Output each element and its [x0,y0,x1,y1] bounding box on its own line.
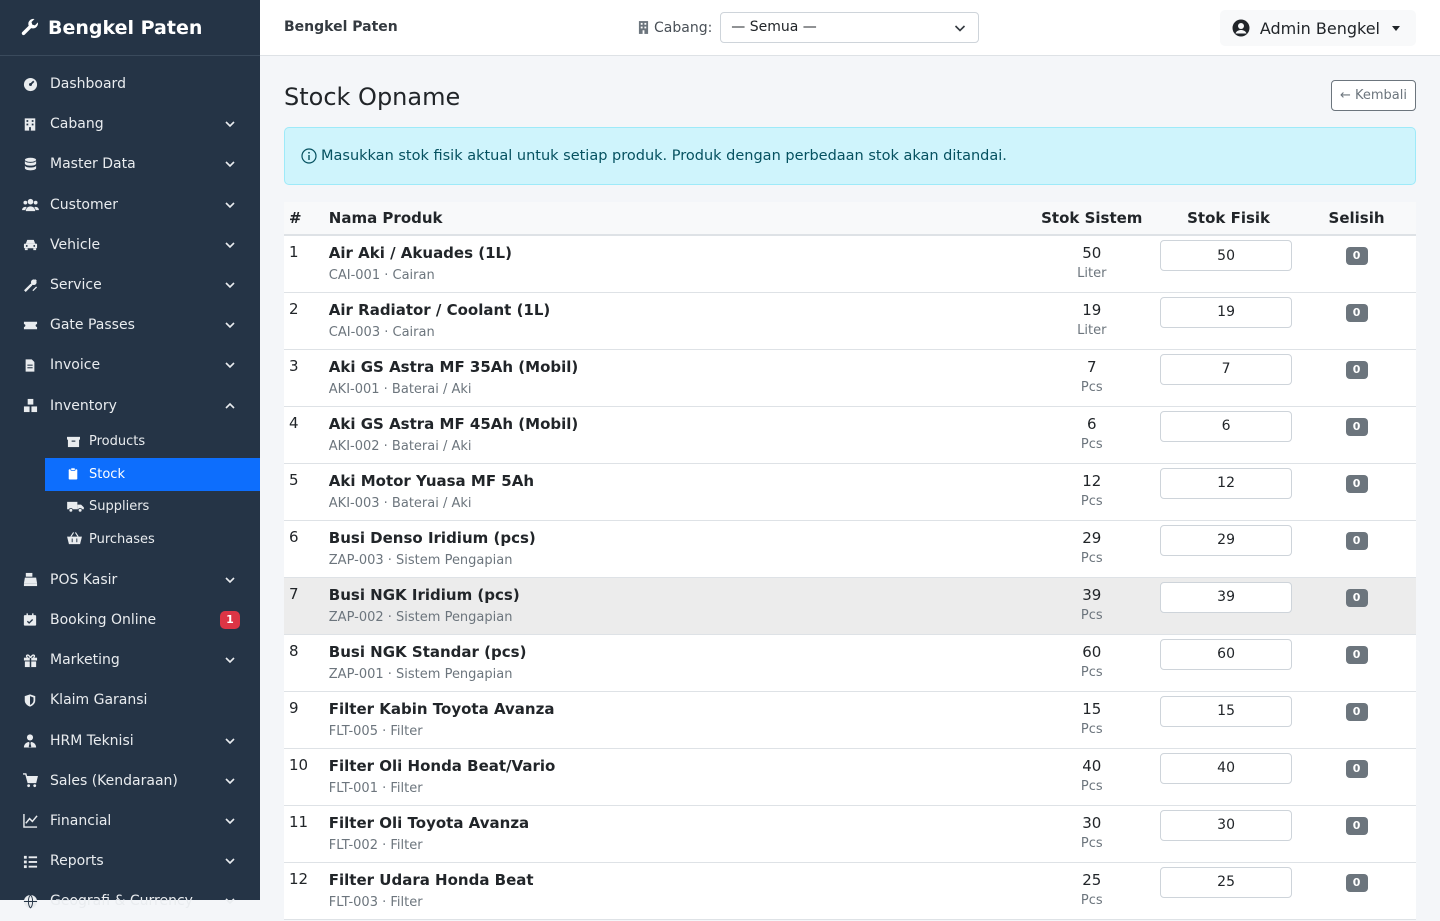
system-stock-unit: Liter [1077,266,1107,281]
system-stock-value: 50 [1082,244,1102,262]
chevron-up-icon [224,400,236,412]
product-name: Filter Udara Honda Beat [328,870,534,889]
difference-badge: 0 [1346,247,1368,265]
physical-stock-input[interactable] [1160,411,1292,442]
system-stock-unit: Pcs [1080,550,1103,566]
branch-label-text: Cabang: [654,19,713,36]
sidebar-subitem-label: Products [89,434,146,450]
sidebar-item-label: Vehicle [50,236,101,253]
col-header-stok-sistem: Stok Sistem [1023,202,1160,235]
product-name: Busi NGK Standar (pcs) [328,642,527,661]
system-stock-cell [1023,520,1160,577]
sidebar-item-vehicle[interactable] [0,225,260,265]
sidebar [0,0,260,910]
product-cell [324,235,1024,292]
product-name: Filter Kabin Toyota Avanza [328,699,555,718]
difference-cell [1297,349,1416,406]
product-cell [324,406,1024,463]
globe-icon [22,893,38,909]
system-stock-cell [1023,691,1160,748]
product-sku-category: ZAP-002 · Sistem Pengapian [328,609,513,625]
product-name: Aki Motor Yuasa MF 5Ah [328,471,535,490]
product-cell [324,748,1024,805]
table-header-row [284,202,1416,235]
alert-text: Masukkan stok fisik aktual untuk setiap produk. Produk dengan perbedaan stok akan ditandai. [321,148,1007,164]
difference-badge: 0 [1346,475,1368,493]
brand-name: Bengkel Paten [48,16,203,39]
info-alert [284,127,1416,185]
physical-stock-cell [1160,634,1297,691]
sidebar-subitem-label: Purchases [89,531,155,547]
product-sku-category: ZAP-003 · Sistem Pengapian [328,552,513,568]
sidebar-subitem-stock[interactable] [45,458,260,491]
sidebar-item-hrm-teknisi[interactable] [0,720,260,760]
row-number: 7 [289,584,299,603]
physical-stock-input[interactable] [1160,639,1292,670]
calendar-check-icon [22,612,38,628]
difference-badge: 0 [1346,532,1368,550]
sidebar-item-booking-online[interactable] [0,600,260,640]
product-name: Aki GS Astra MF 45Ah (Mobil) [328,414,579,433]
table-row [284,520,1416,577]
col-header-selisih: Selisih [1297,202,1416,235]
clipboard-icon [67,467,81,481]
chevron-down-icon [224,654,236,666]
system-stock-value: 60 [1082,642,1102,661]
row-number: 9 [289,698,299,717]
branch-label [638,20,712,36]
difference-badge: 0 [1346,361,1368,379]
row-number: 1 [289,243,299,261]
sidebar-item-reports[interactable] [0,841,260,881]
sidebar-nav [0,56,260,921]
sidebar-item-customer[interactable] [0,185,260,225]
sidebar-subitem-products[interactable] [45,426,260,459]
branch-select-value: — Semua — [731,19,817,35]
row-number: 4 [289,413,299,432]
car-icon [22,237,38,253]
product-name: Busi Denso Iridium (pcs) [328,528,536,547]
product-cell [324,349,1024,406]
system-stock-unit: Liter [1077,322,1107,338]
physical-stock-cell [1160,463,1297,520]
invoice-icon [22,357,38,373]
table-row [284,292,1416,349]
system-stock-value: 15 [1082,699,1102,718]
cart-icon [22,773,38,789]
sidebar-item-label: Reports [50,853,104,870]
table-row [284,406,1416,463]
product-sku-category: FLT-001 · Filter [328,780,423,796]
row-number: 11 [289,812,309,831]
sidebar-item-cabang[interactable] [0,104,260,144]
table-row [284,634,1416,691]
system-stock-unit: Pcs [1080,778,1103,794]
product-cell [324,805,1024,862]
col-header-stok-fisik: Stok Fisik [1160,202,1297,235]
sidebar-item-label: Service [50,277,102,294]
col-header-name: Nama Produk [324,202,1024,235]
system-stock-unit: Pcs [1080,721,1103,737]
gauge-icon [22,76,38,92]
physical-stock-input[interactable] [1160,582,1292,613]
table-row [284,805,1416,862]
product-cell [324,691,1024,748]
system-stock-unit: Pcs [1080,493,1103,509]
product-name: Filter Oli Toyota Avanza [328,813,530,832]
system-stock-value: 19 [1082,300,1102,319]
row-number: 3 [289,356,299,375]
product-sku-category: CAI-001 · Cairan [328,268,435,283]
physical-stock-input[interactable] [1160,696,1292,727]
system-stock-cell [1023,463,1160,520]
product-sku-category: AKI-002 · Baterai / Aki [328,438,472,454]
sidebar-item-gate-passes[interactable] [0,305,260,345]
user-name: Admin Bengkel [1259,18,1380,38]
sidebar-item-label: Sales (Kendaraan) [50,772,178,789]
physical-stock-cell [1160,577,1297,634]
difference-cell [1297,463,1416,520]
row-number: 10 [289,755,309,774]
system-stock-value: 29 [1082,528,1102,547]
sidebar-item-sales-kendaraan[interactable] [0,761,260,801]
difference-cell [1297,805,1416,862]
difference-cell [1297,292,1416,349]
physical-stock-cell [1160,406,1297,463]
system-stock-cell [1023,235,1160,292]
user-tie-icon [22,733,38,749]
physical-stock-cell [1160,862,1297,919]
difference-cell [1297,634,1416,691]
physical-stock-input[interactable] [1160,867,1292,898]
difference-cell [1297,406,1416,463]
physical-stock-input[interactable] [1160,810,1292,841]
chart-line-icon [22,813,38,829]
system-stock-unit: Pcs [1080,664,1103,680]
difference-cell [1297,577,1416,634]
user-menu-button[interactable] [1220,10,1416,46]
sidebar-item-label: Customer [50,196,119,213]
product-sku-category: AKI-001 · Baterai / Aki [328,381,472,397]
sidebar-item-pos-kasir[interactable] [0,560,260,600]
sidebar-subitem-label: Stock [89,466,125,482]
chevron-down-icon [224,279,236,291]
system-stock-value: 40 [1082,756,1102,775]
tools-icon [22,277,38,293]
chevron-down-icon [224,574,236,586]
table-row [284,349,1416,406]
topbar [260,0,1440,56]
inventory-submenu [0,426,260,556]
table-row [284,748,1416,805]
row-number: 12 [289,869,309,888]
physical-stock-input[interactable] [1160,297,1292,328]
system-stock-value: 7 [1087,357,1097,376]
truck-icon [67,500,81,514]
system-stock-cell [1023,577,1160,634]
sidebar-item-label: Gate Passes [50,317,135,334]
system-stock-cell [1023,406,1160,463]
system-stock-unit: Pcs [1080,436,1103,452]
col-header-num: # [284,202,324,235]
product-sku-category: FLT-003 · Filter [328,894,423,910]
system-stock-cell [1023,748,1160,805]
difference-badge: 0 [1346,703,1368,721]
chevron-down-icon [224,239,236,251]
sidebar-item-geografi-currency[interactable] [0,881,260,921]
product-sku-category: AKI-003 · Baterai / Aki [328,495,472,511]
sidebar-item-label: Booking Online [50,611,157,628]
chevron-down-icon [224,855,236,867]
row-number: 6 [289,527,299,546]
system-stock-value: 39 [1082,585,1102,604]
sidebar-item-invoice[interactable] [0,345,260,385]
chevron-down-icon [224,118,236,130]
branch-filter [638,12,979,43]
system-stock-unit: Pcs [1080,607,1103,623]
basket-icon [67,532,81,546]
product-name: Air Aki / Akuades (1L) [328,244,512,262]
product-cell [324,463,1024,520]
product-cell [324,292,1024,349]
row-number: 5 [289,470,299,489]
sidebar-subitem-purchases[interactable] [45,523,260,556]
sidebar-subitem-label: Suppliers [89,499,150,515]
table-row [284,577,1416,634]
user-circle-icon [1232,19,1250,37]
physical-stock-input[interactable] [1160,468,1292,499]
ticket-icon [22,317,38,333]
system-stock-value: 12 [1082,471,1102,490]
system-stock-cell [1023,862,1160,919]
difference-badge: 0 [1346,817,1368,835]
system-stock-value: 25 [1082,870,1102,889]
sidebar-item-label: Financial [50,812,112,829]
box-icon [67,435,81,449]
page-title: Stock Opname [284,83,461,111]
stock-opname-table [284,202,1416,920]
back-button[interactable]: ← Kembali [1331,80,1416,111]
physical-stock-input[interactable] [1160,354,1292,385]
cash-register-icon [22,572,38,588]
physical-stock-cell [1160,349,1297,406]
table-row [284,691,1416,748]
product-sku-category: CAI-003 · Cairan [328,324,435,340]
sidebar-subitem-suppliers[interactable] [45,491,260,524]
system-stock-cell [1023,634,1160,691]
difference-cell [1297,862,1416,919]
sidebar-item-service[interactable] [0,265,260,305]
product-name: Busi NGK Iridium (pcs) [328,585,520,604]
product-sku-category: FLT-005 · Filter [328,723,423,739]
list-icon [22,853,38,869]
sidebar-item-financial[interactable] [0,801,260,841]
chevron-down-icon [224,895,236,907]
sidebar-item-label: Klaim Garansi [50,692,148,709]
branch-select[interactable] [720,12,979,43]
chevron-down-icon [224,319,236,331]
system-stock-cell [1023,349,1160,406]
system-stock-unit: Pcs [1080,379,1103,395]
database-icon [22,156,38,172]
physical-stock-input[interactable] [1160,753,1292,784]
difference-cell [1297,235,1416,292]
physical-stock-cell [1160,520,1297,577]
product-cell [324,634,1024,691]
product-name: Aki GS Astra MF 35Ah (Mobil) [328,357,579,376]
physical-stock-cell [1160,691,1297,748]
sidebar-item-label: Dashboard [50,76,126,93]
physical-stock-input[interactable] [1160,240,1292,271]
product-sku-category: FLT-002 · Filter [328,837,423,853]
sidebar-item-label: POS Kasir [50,571,118,588]
sidebar-item-master-data[interactable] [0,144,260,184]
chevron-down-icon [224,735,236,747]
sidebar-brand[interactable] [0,0,260,56]
product-name: Filter Oli Honda Beat/Vario [328,756,556,775]
difference-badge: 0 [1346,304,1368,322]
system-stock-unit: Pcs [1080,835,1103,851]
wrench-icon [20,18,40,38]
product-sku-category: ZAP-001 · Sistem Pengapian [328,666,513,682]
product-cell [324,520,1024,577]
table-row [284,862,1416,919]
difference-cell [1297,748,1416,805]
sidebar-item-label: Master Data [50,156,136,173]
difference-badge: 0 [1346,646,1368,664]
sidebar-item-dashboard[interactable] [0,64,260,104]
difference-badge: 0 [1346,760,1368,778]
system-stock-cell [1023,805,1160,862]
system-stock-unit: Pcs [1080,892,1103,908]
caret-down-icon [1392,26,1400,31]
product-cell [324,577,1024,634]
building-icon [638,21,650,35]
system-stock-value: 30 [1082,813,1102,832]
shield-icon [22,692,38,708]
gift-icon [22,652,38,668]
difference-badge: 0 [1346,874,1368,892]
chevron-down-icon [224,775,236,787]
system-stock-value: 6 [1087,414,1097,433]
difference-cell [1297,691,1416,748]
users-icon [22,197,38,213]
sidebar-item-klaim-garansi[interactable] [0,680,260,720]
chevron-down-icon [224,158,236,170]
chevron-down-icon [224,359,236,371]
physical-stock-cell [1160,748,1297,805]
sidebar-item-marketing[interactable] [0,640,260,680]
info-circle-icon [301,148,317,164]
topbar-brand[interactable]: Bengkel Paten [284,19,398,35]
difference-badge: 0 [1346,589,1368,607]
difference-cell [1297,520,1416,577]
sidebar-item-label: Cabang [50,116,104,133]
chevron-down-icon [954,22,966,34]
physical-stock-cell [1160,292,1297,349]
building-icon [22,116,38,132]
table-row [284,235,1416,292]
row-number: 8 [289,641,299,660]
physical-stock-cell [1160,805,1297,862]
booking-count-badge: 1 [220,611,240,629]
system-stock-cell [1023,292,1160,349]
sidebar-item-label: Geografi & Currency [50,893,193,910]
row-number: 2 [289,299,299,318]
sidebar-item-label: Invoice [50,357,101,374]
product-name: Air Radiator / Coolant (1L) [328,300,551,319]
boxes-icon [22,398,38,414]
physical-stock-input[interactable] [1160,525,1292,556]
sidebar-item-label: Marketing [50,652,120,669]
chevron-down-icon [224,199,236,211]
sidebar-item-label: HRM Teknisi [50,732,134,749]
difference-badge: 0 [1346,418,1368,436]
chevron-down-icon [224,815,236,827]
physical-stock-cell [1160,235,1297,292]
product-cell [324,862,1024,919]
sidebar-item-label: Inventory [50,397,117,414]
table-row [284,463,1416,520]
sidebar-item-inventory[interactable] [0,386,260,426]
